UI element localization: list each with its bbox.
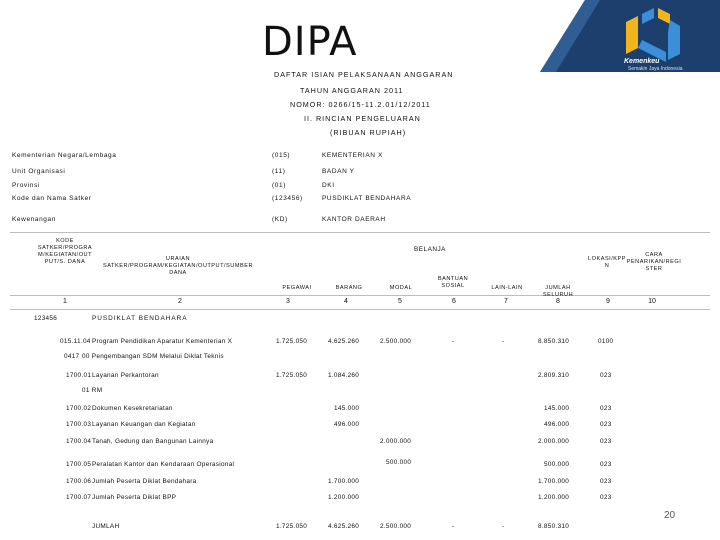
- row-uraian: Program Pendidikan Aparatur Kementerian X: [92, 338, 233, 345]
- page-number: 20: [664, 510, 676, 521]
- row-modal: 2.500.000: [380, 523, 412, 530]
- row-bantuan-sosial: -: [452, 338, 455, 345]
- column-header-uraian: URAIAN SATKER/PROGRAM/KEGIATAN/OUTPUT/SUMBER DANA: [103, 256, 253, 276]
- row-jumlah: 2.809.310: [538, 372, 570, 379]
- row-jumlah: 145.000: [544, 405, 570, 412]
- row-lokasi: 023: [600, 438, 612, 445]
- info-value: BADAN Y: [322, 168, 355, 175]
- row-barang: 4.625.260: [328, 523, 360, 530]
- column-header-kode: KODE SATKER/PROGRA M/KEGIATAN/OUT PUT/S. DANA: [37, 238, 93, 265]
- row-uraian: JUMLAH: [92, 523, 120, 530]
- row-uraian: Tanah, Gedung dan Bangunan Lainnya: [92, 438, 214, 445]
- row-modal: 500.000: [386, 459, 412, 466]
- row-kode: 1700.06: [66, 478, 92, 485]
- column-header-lain-lain: LAIN-LAIN: [491, 285, 523, 291]
- column-number: 2: [178, 298, 182, 305]
- row-jumlah: 1.200.000: [538, 494, 570, 501]
- row-uraian: 01 RM: [82, 387, 103, 394]
- info-value: DKI: [322, 182, 335, 189]
- column-header-jumlah-seluruh: JUMLAH SELURUH: [542, 285, 574, 298]
- row-kode: 1700.07: [66, 494, 92, 501]
- column-header-barang: BARANG: [335, 285, 363, 291]
- info-label: Kode dan Nama Satker: [12, 195, 92, 202]
- row-lain-lain: -: [502, 338, 505, 345]
- doc-heading-4: II. RINCIAN PENGELUARAN: [304, 114, 421, 123]
- row-kode: 1700.05: [66, 461, 92, 468]
- row-pegawai: 1.725.050: [276, 338, 308, 345]
- doc-heading-2: TAHUN ANGGARAN 2011: [300, 86, 404, 95]
- row-uraian: Layanan Perkantoran: [92, 372, 159, 379]
- row-jumlah: 2.000.000: [538, 438, 570, 445]
- row-lokasi: 023: [600, 478, 612, 485]
- row-uraian: PUSDIKLAT BENDAHARA: [92, 315, 188, 322]
- column-number: 9: [606, 298, 610, 305]
- row-uraian: 00 Pengembangan SDM Melalui Diklat Teknis: [82, 353, 224, 360]
- column-number: 5: [398, 298, 402, 305]
- info-label: Kementerian Negara/Lembaga: [12, 152, 117, 159]
- info-code: (KD): [272, 216, 288, 223]
- info-code: (123456): [272, 195, 303, 202]
- row-barang: 496.000: [334, 421, 360, 428]
- row-kode: 015.11.04: [60, 338, 91, 345]
- row-kode: 123456: [34, 315, 58, 322]
- info-code: (11): [272, 168, 286, 175]
- row-jumlah: 496.000: [544, 421, 570, 428]
- row-lain-lain: -: [502, 523, 505, 530]
- row-kode: 1700.04: [66, 438, 92, 445]
- row-lokasi: 023: [600, 372, 612, 379]
- info-code: (015): [272, 152, 291, 159]
- row-lokasi: 023: [600, 461, 612, 468]
- row-uraian: Peralatan Kantor dan Kendaraan Operasional: [92, 461, 235, 468]
- logo-text: Kemenkeu: [624, 58, 660, 65]
- row-uraian: Layanan Keuangan dan Kegiatan: [92, 421, 196, 428]
- column-number: 3: [286, 298, 290, 305]
- row-lokasi: 023: [600, 494, 612, 501]
- column-header-bantuan-sosial: BANTUAN SOSIAL: [437, 276, 469, 289]
- row-lokasi: 0100: [598, 338, 614, 345]
- row-kode: 1700.02: [66, 405, 92, 412]
- column-number: 8: [556, 298, 560, 305]
- column-header-lokasi: LOKASI/KPP N: [588, 256, 626, 269]
- row-barang: 145.000: [334, 405, 360, 412]
- info-code: (01): [272, 182, 286, 189]
- column-number: 4: [344, 298, 348, 305]
- row-lokasi: 023: [600, 421, 612, 428]
- column-number: 10: [648, 298, 656, 305]
- row-jumlah: 8.850.310: [538, 523, 570, 530]
- row-barang: 4.625.260: [328, 338, 360, 345]
- row-modal: 2.500.000: [380, 338, 412, 345]
- info-label: Kewenangan: [12, 216, 56, 223]
- doc-heading-1: DAFTAR ISIAN PELAKSANAAN ANGGARAN: [274, 70, 454, 79]
- row-barang: 1.200.000: [328, 494, 360, 501]
- column-header-cara-penarikan: CARA PENARIKAN/REGI STER: [626, 252, 682, 272]
- row-kode: 0417: [64, 353, 80, 360]
- row-barang: 1.084.260: [328, 372, 360, 379]
- row-jumlah: 500.000: [544, 461, 570, 468]
- logo-subtext: Semakin Jaya Indonesia: [628, 66, 683, 72]
- row-lokasi: 023: [600, 405, 612, 412]
- info-label: Unit Organisasi: [12, 168, 66, 175]
- row-pegawai: 1.725.050: [276, 523, 308, 530]
- table-header-rule: [10, 295, 710, 296]
- table-top-rule: [10, 232, 710, 233]
- row-pegawai: 1.725.050: [276, 372, 308, 379]
- row-kode: 1700.03: [66, 421, 92, 428]
- doc-heading-3: NOMOR: 0266/15-11.2.01/12/2011: [290, 100, 431, 109]
- row-jumlah: 1.700.000: [538, 478, 570, 485]
- column-header-modal: MODAL: [389, 285, 413, 291]
- column-header-belanja: BELANJA: [414, 246, 446, 253]
- row-uraian: Jumlah Peserta Diklat Bendahara: [92, 478, 197, 485]
- info-label: Provinsi: [12, 182, 40, 189]
- row-bantuan-sosial: -: [452, 523, 455, 530]
- row-kode: 1700.01: [66, 372, 92, 379]
- doc-heading-5: (RIBUAN RUPIAH): [330, 128, 407, 137]
- row-jumlah: 8.850.310: [538, 338, 570, 345]
- header-banner: [0, 0, 720, 72]
- row-uraian: Jumlah Peserta Diklat BPP: [92, 494, 177, 501]
- column-number: 7: [504, 298, 508, 305]
- column-number: 6: [452, 298, 456, 305]
- info-value: KANTOR DAERAH: [322, 216, 386, 223]
- row-modal: 2.000.000: [380, 438, 412, 445]
- column-number: 1: [63, 298, 67, 305]
- column-header-pegawai: PEGAWAI: [282, 285, 312, 291]
- table-number-rule: [10, 309, 710, 310]
- info-value: KEMENTERIAN X: [322, 152, 383, 159]
- page-title: DIPA: [262, 19, 358, 65]
- info-value: PUSDIKLAT BENDAHARA: [322, 195, 412, 202]
- row-barang: 1.700.000: [328, 478, 360, 485]
- row-uraian: Dokumen Kesekretariatan: [92, 405, 173, 412]
